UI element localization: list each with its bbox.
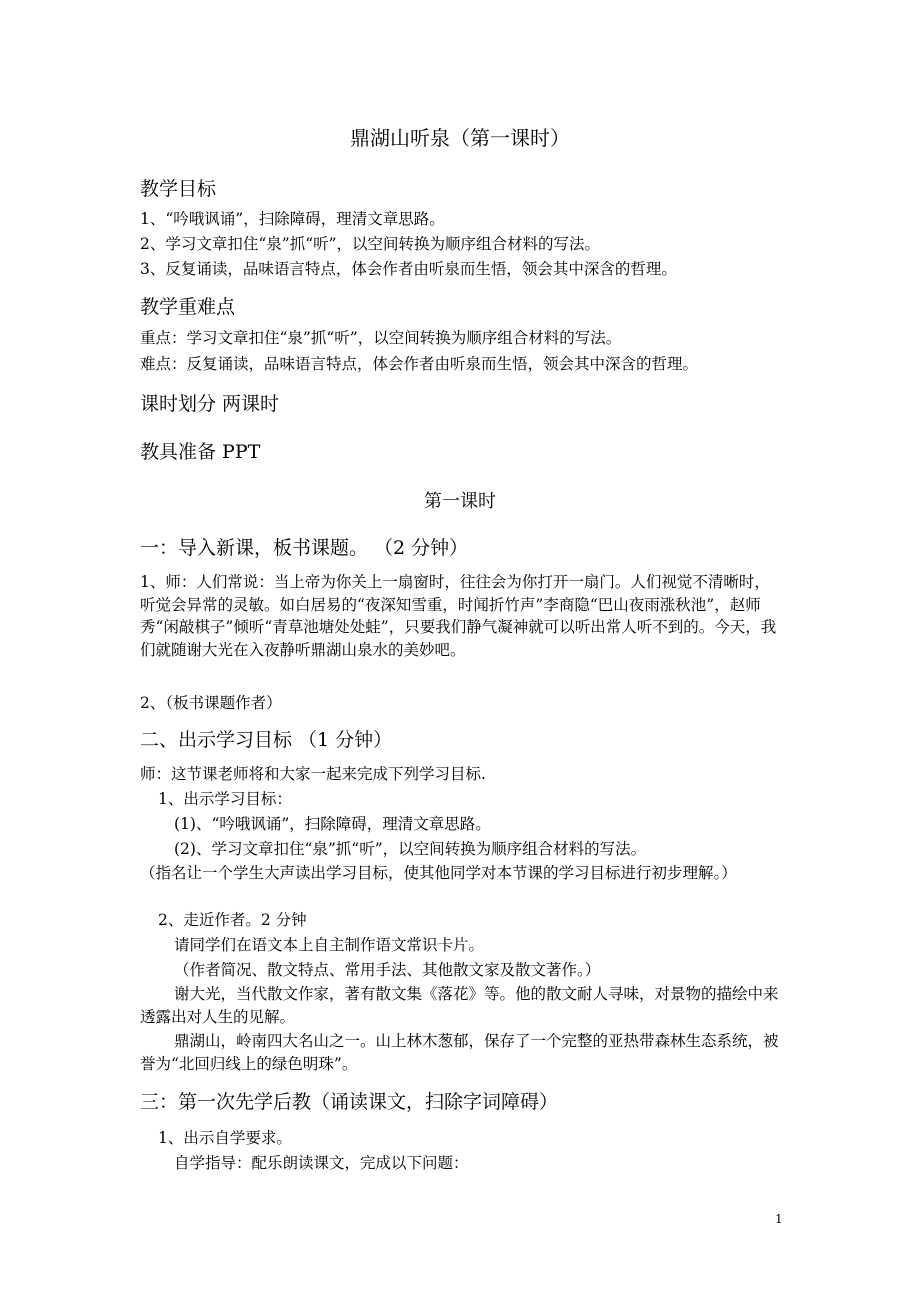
objective-item: 1、“吟哦讽诵”，扫除障碍，理清文章思路。 [140, 210, 445, 228]
section-heading-materials: 教具准备 PPT [140, 441, 261, 463]
objective-item: 2、学习文章扣住“泉”抓“听”，以空间转换为顺序组合材料的写法。 [140, 235, 601, 253]
section-heading-periods: 课时划分 两课时 [140, 393, 280, 415]
self-study-guide: 自学指导：配乐朗读课文，完成以下问题： [174, 1154, 469, 1172]
goal-read-note: （指名让一个学生大声读出学习目标，使其他同学对本节课的学习目标进行初步理解。） [140, 864, 737, 882]
goal-item: (1)、“吟哦讽诵”，扫除障碍，理清文章思路。 [174, 815, 491, 833]
show-goals-label: 1、出示学习目标： [158, 790, 292, 808]
part3-heading: 三：第一次先学后教（诵读课文，扫除字词障碍） [140, 1091, 559, 1113]
part2-heading: 二、出示学习目标 （1 分钟） [140, 729, 393, 751]
teacher-intro: 师：这节课老师将和大家一起来完成下列学习目标. [140, 765, 486, 783]
difficulty-item: 难点：反复诵读，品味语言特点，体会作者由听泉而生悟，领会其中深含的哲理。 [140, 355, 699, 373]
card-note: （作者简况、散文特点、常用手法、其他散文家及散文著作。） [174, 961, 601, 979]
goal-item: (2)、学习文章扣住“泉”抓“听”，以空间转换为顺序组合材料的写法。 [174, 840, 647, 858]
card-instruction: 请同学们在语文本上自主制作语文常识卡片。 [174, 936, 485, 954]
self-study-label: 1、出示自学要求。 [158, 1129, 292, 1147]
page-title: 鼎湖山听泉（第一课时） [350, 126, 570, 150]
section-heading-objectives: 教学目标 [140, 178, 217, 200]
author-section-label: 2、走近作者。2 分钟 [158, 911, 307, 929]
objective-item: 3、反复诵读，品味语言特点，体会作者由听泉而生悟，领会其中深含的哲理。 [140, 260, 677, 278]
part1-heading: 一：导入新课，板书课题。 （2 分钟） [140, 537, 469, 559]
page-number: 1 [775, 1212, 783, 1226]
author-paragraph: 谢大光，当代散文作家，著有散文集《落花》等。他的散文耐人寻味，对景物的描绘中来透露出对人生的见解。 [140, 985, 779, 1026]
board-title-note: 2、（板书课题作者） [140, 694, 282, 712]
section-heading-keypoints: 教学重难点 [140, 296, 236, 318]
lesson-title: 第一课时 [424, 491, 496, 512]
keypoint-item: 重点：学习文章扣住“泉”抓“听”，以空间转换为顺序组合材料的写法。 [140, 329, 622, 347]
place-paragraph: 鼎湖山，岭南四大名山之一。山上林木葱郁，保存了一个完整的亚热带森林生态系统，被誉为“北回归线上的绿色明珠”。 [140, 1032, 779, 1073]
intro-paragraph: 1、师：人们常说：当上帝为你关上一扇窗时，往往会为你打开一扇门。人们视觉不清晰时，听觉会异常的灵敏。如白居易的“夜深知雪重，时闻折竹声”李商隐“巴山夜雨涨秋池”，赵师秀“闲敲棋子”倾听“青草池塘处处蛙”，只要我们静气凝神就可以听出常人听不到的。今天，我们就随谢大光在入夜静听鼎湖山泉水的美妙吧。 [140, 573, 777, 659]
